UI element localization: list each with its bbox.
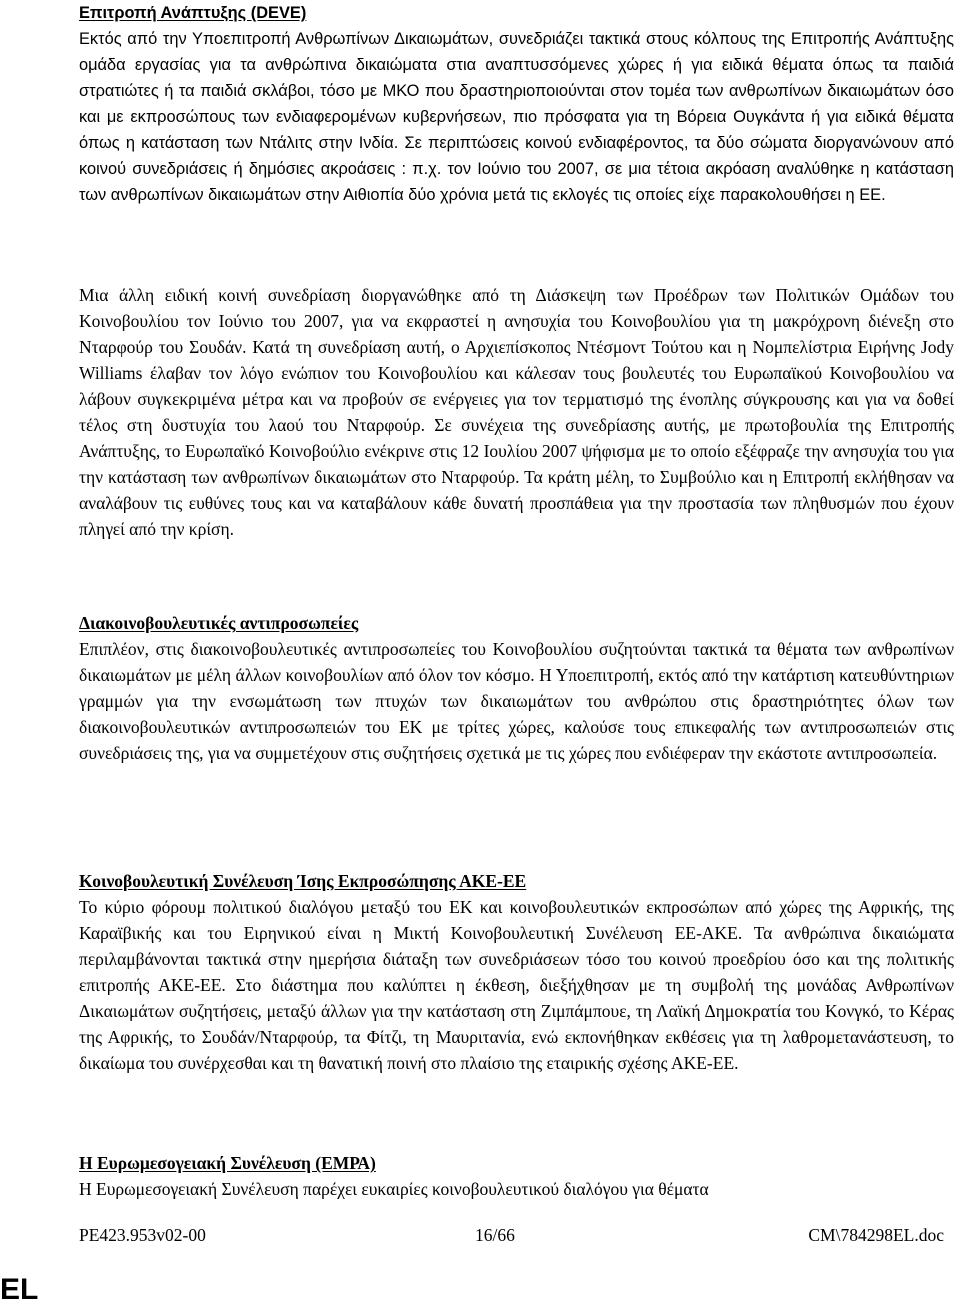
paragraph-delegations-1: Επιπλέον, στις διακοινοβουλευτικές αντιπροσωπείες του Κοινοβουλίου συζητούνται τακτικά τα θέματα των ανθρωπίνων δικαιωμάτων με μέλη άλλων κοινοβουλίων από όλον τον κόσμο. Η Υποεπιτροπή, εκτός από την κατάρτιση κατευθύντηριων γραμμών για την ενσωμάτωση των πτυχών των δικαιωμάτων του ανθρώπου στις δραστηριότητες όλων των διακοινοβουλευτικών αντιπροσωπειών του ΕΚ με τρίτες χώρες, καλούσε τους επικεφαλής των αντιπροσωπειών στις συνεδριάσεις της, για να συμμετέχουν στις συζητήσεις σχετικά με τις χώρες που ενδιέφεραν την εκάστοτε αντιπροσωπεία. <box>79 639 954 763</box>
footer-reference: PE423.953v02-00 <box>79 1225 206 1245</box>
paragraph-deve-1-text: Εκτός από την Υποεπιτροπή Ανθρωπίνων Δικαιωμάτων, συνεδριάζει τακτικά στους κόλπους της Επιτροπής Ανάπτυξης ομάδα εργασίας για τα ανθρώπινα δικαιώματα στια αναπτυσσόμενες χώρες ή για ειδικά θέματα όπως τα παιδιά στρατιώτες ή τα παιδιά σκλάβοι, τόσο με ΜΚΟ που δραστηριοποιούνται στον τομέα των ανθρωπίνων δικαιωμάτων όσο και με εκπροσώπους των ενδιαφερομένων κυβερνήσεων, πιο πρόσφατα για τη Βόρεια Ουγκάντα ή για ειδικά θέματα όπως η κατάσταση των Ντάλιτς στην Ινδία. <box>79 30 954 152</box>
section-title-delegations: Διακοινοβουλευτικές αντιπροσωπείες <box>79 613 359 633</box>
footer-page-number: 16/66 <box>475 1225 515 1245</box>
section-empa <box>79 1150 954 1202</box>
section-title-deve: Επιτροπή Ανάπτυξης (DEVE) <box>79 4 307 22</box>
section-interparliamentary-delegations <box>79 610 954 766</box>
section-title-acp-eu: Κοινοβουλευτική Συνέλευση Ίσης Εκπροσώπησης ΑΚΕ-ΕΕ <box>79 871 527 891</box>
footer-document-name: CM\784298EL.doc <box>808 1225 944 1245</box>
language-code: EL <box>0 1273 39 1306</box>
section-acp-eu-assembly <box>79 868 954 1076</box>
paragraph-deve-1 <box>79 26 954 208</box>
paragraph-acp-eu-1: Το κύριο φόρουμ πολιτικού διαλόγου μεταξύ του ΕΚ και κοινοβουλευτικών εκπροσώπων από χώρες της Αφρικής, της Καραϊβικής και του Ειρηνικού είναι η Μικτή Κοινοβουλευτική Συνέλευση ΕΕ-ΑΚΕ. Τα ανθρώπινα δικαιώματα περιλαμβάνονται τακτικά στην ημερήσια διάταξη των συνεδριάσεων τόσο του κοινού προεδρίου όσο και της πολιτικής επιτροπής ΑΚΕ-ΕΕ. Στο διάστημα που καλύπτει η έκθεση, διεξήχθησαν με τη συμβολή της μονάδας Ανθρωπίνων Δικαιωμάτων συζητήσεις, μεταξύ άλλων για την κατάσταση στη Ζιμπάμπουε, τη Λαϊκή Δημοκρατία του Κονγκό, το Κέρας της Αφρικής, το Σουδάν/Νταρφούρ, τα Φίτζι, τη Μαυριτανία, ενώ εκπονήθηκαν εκθέσεις για τη λαθρομετανάστευση, το δικαίωμα του συνέρχεσθαι και τη θανατική ποινή στο πλαίσιο της εταιρικής σχέσης ΑΚΕ-ΕΕ. <box>79 897 954 1073</box>
section-deve <box>79 0 954 208</box>
paragraph-deve-2-text: Σε περιπτώσεις κοινού ενδιαφέροντος, τα δύο σώματα διοργανώνουν από κοινού συνεδριάσεις ή δημόσιες ακροάσεις : π.χ. τον Ιούνιο του 2007, σε μια τέτοια ακρόαση αναλύθηκε η κατάσταση των ανθρωπίνων δικαιωμάτων στην Αιθιοπία δύο χρόνια μετά τις εκλογές τις οποίες είχε παρακολουθήσει η ΕΕ. <box>79 134 954 204</box>
section-title-empa: Η Ευρωμεσογειακή Συνέλευση (ΕΜΡΑ) <box>79 1153 376 1173</box>
paragraph-deve-3: Μια άλλη ειδική κοινή συνεδρίαση διοργανώθηκε από τη Διάσκεψη των Προέδρων των Πολιτικών Ομάδων του Κοινοβουλίου τον Ιούνιο του 2007, για να εκφραστεί η ανησυχία του Κοινοβουλίου για τη μακρόχρονη διένεξη στο Νταρφούρ του Σουδάν. Κατά τη συνεδρίαση αυτή, ο Αρχιεπίσκοπος Ντέσμοντ Τούτου και η Νομπελίστρια Ειρήνης Jody Williams έλαβαν τον λόγο ενώπιον του Κοινοβουλίου και κάλεσαν τους βουλευτές του Ευρωπαϊκού Κοινοβουλίου να λάβουν συγκεκριμένα μέτρα και να προβούν σε ενέργειες για τον τερματισμό της ένοπλης σύγκρουσης και για να δοθεί τέλος στη δυστυχία του λαού του Νταρφούρ. Σε συνέχεια της συνεδρίασης αυτής, με πρωτοβουλία της Επιτροπής Ανάπτυξης, το Ευρωπαϊκό Κοινοβούλιο ενέκρινε στις 12 Ιουλίου 2007 ψήφισμα με το οποίο εξέφραζε την ανησυχία του για την κατάσταση των ανθρωπίνων δικαιωμάτων στο Νταρφούρ. Τα κράτη μέλη, το Συμβούλιο και η Επιτροπή εκλήθησαν να αναλάβουν τις ευθύνες τους και να καταβάλουν κάθε δυνατή προσπάθεια για την προστασία των πληθυσμών που έχουν πληγεί από την κρίση. <box>79 285 954 539</box>
section-deve-joint-meeting <box>79 282 954 542</box>
paragraph-empa-1: Η Ευρωμεσογειακή Συνέλευση παρέχει ευκαιρίες κοινοβουλευτικού διαλόγου για θέματα <box>79 1179 709 1199</box>
